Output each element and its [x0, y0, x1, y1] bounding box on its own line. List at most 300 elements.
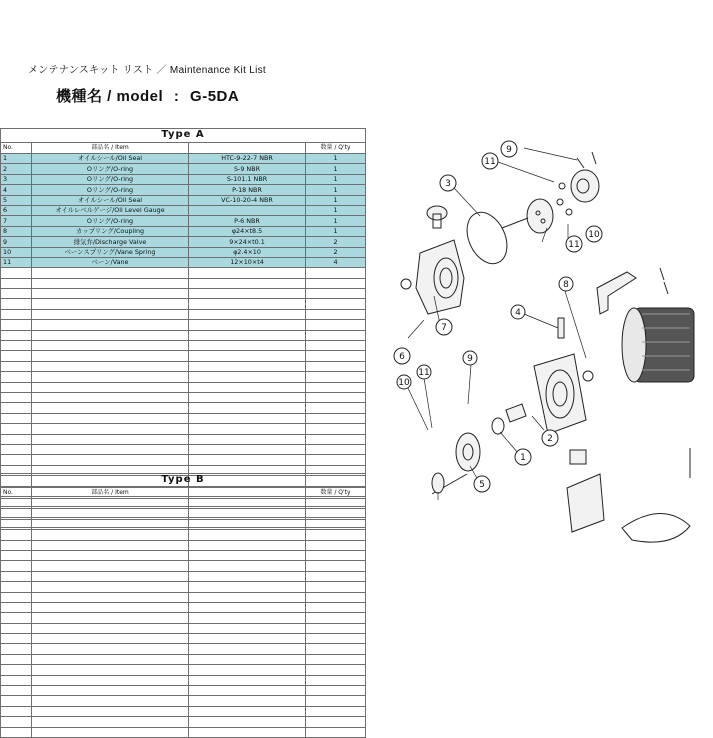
- row-spec: 12×10×t4: [189, 257, 306, 267]
- row-spec: P-18 NBR: [189, 185, 306, 195]
- empty-cell: [306, 592, 366, 602]
- empty-cell: [1, 455, 32, 465]
- empty-cell: [32, 571, 189, 581]
- empty-row: [1, 268, 366, 278]
- row-qty: 1: [306, 164, 366, 174]
- empty-cell: [189, 382, 306, 392]
- handle-part: [597, 268, 668, 314]
- empty-cell: [1, 571, 32, 581]
- empty-cell: [1, 434, 32, 444]
- empty-row: [1, 550, 366, 560]
- empty-row: [1, 602, 366, 612]
- empty-cell: [306, 424, 366, 434]
- empty-cell: [306, 623, 366, 633]
- row-no: 3: [1, 174, 32, 184]
- empty-cell: [1, 424, 32, 434]
- row-no: 9: [1, 237, 32, 247]
- empty-cell: [306, 351, 366, 361]
- callout-label: 11: [568, 240, 580, 250]
- empty-row: [1, 592, 366, 602]
- row-no: 7: [1, 216, 32, 226]
- o-ring-large-part: [459, 206, 514, 270]
- empty-cell: [189, 696, 306, 706]
- row-spec: VC-10-20-4 NBR: [189, 195, 306, 205]
- col-qty: 数量 / Q'ty: [306, 488, 366, 499]
- pump-body-part: [401, 240, 464, 314]
- empty-cell: [189, 623, 306, 633]
- empty-cell: [189, 289, 306, 299]
- callout-label: 11: [418, 368, 430, 378]
- exploded-view-diagram: [372, 128, 712, 558]
- row-item: ベーンスプリング/Vane Spring: [32, 247, 189, 257]
- row-item: Oリング/O-ring: [32, 174, 189, 184]
- empty-cell: [1, 582, 32, 592]
- empty-cell: [32, 509, 189, 519]
- row-qty: 4: [306, 257, 366, 267]
- empty-row: [1, 382, 366, 392]
- empty-cell: [189, 268, 306, 278]
- empty-cell: [306, 665, 366, 675]
- empty-cell: [306, 675, 366, 685]
- empty-cell: [32, 361, 189, 371]
- empty-cell: [1, 686, 32, 696]
- empty-cell: [189, 309, 306, 319]
- empty-cell: [306, 602, 366, 612]
- empty-row: [1, 299, 366, 309]
- empty-row: [1, 530, 366, 540]
- empty-row: [1, 706, 366, 716]
- empty-cell: [32, 696, 189, 706]
- valve-plate-part: [502, 199, 553, 233]
- empty-cell: [32, 644, 189, 654]
- row-no: 5: [1, 195, 32, 205]
- empty-cell: [306, 571, 366, 581]
- empty-cell: [306, 582, 366, 592]
- empty-cell: [189, 561, 306, 571]
- empty-cell: [32, 561, 189, 571]
- model-label: 機種名 / model: [56, 88, 164, 105]
- empty-cell: [32, 455, 189, 465]
- empty-cell: [189, 392, 306, 402]
- empty-cell: [189, 540, 306, 550]
- empty-row: [1, 424, 366, 434]
- empty-cell: [189, 413, 306, 423]
- empty-cell: [1, 727, 32, 737]
- table-row: [1, 174, 366, 184]
- empty-cell: [1, 613, 32, 623]
- empty-cell: [189, 519, 306, 529]
- col-spec: [189, 143, 306, 154]
- table-row: [1, 154, 366, 164]
- type-b-table: [0, 473, 366, 738]
- empty-cell: [189, 424, 306, 434]
- empty-cell: [1, 696, 32, 706]
- table-row: [1, 195, 366, 205]
- empty-row: [1, 644, 366, 654]
- empty-cell: [189, 602, 306, 612]
- empty-cell: [1, 530, 32, 540]
- callout-label: 9: [467, 354, 473, 364]
- empty-cell: [1, 592, 32, 602]
- empty-row: [1, 561, 366, 571]
- empty-cell: [189, 341, 306, 351]
- row-spec: φ24×t8.5: [189, 226, 306, 236]
- col-no: No.: [1, 143, 32, 154]
- empty-cell: [306, 530, 366, 540]
- empty-row: [1, 455, 366, 465]
- empty-cell: [1, 550, 32, 560]
- empty-cell: [189, 592, 306, 602]
- empty-cell: [189, 330, 306, 340]
- empty-cell: [189, 278, 306, 288]
- empty-cell: [306, 509, 366, 519]
- row-qty: 1: [306, 154, 366, 164]
- type-b-title: Type B: [1, 474, 366, 488]
- empty-cell: [189, 727, 306, 737]
- empty-cell: [1, 602, 32, 612]
- empty-cell: [306, 717, 366, 727]
- empty-cell: [189, 634, 306, 644]
- empty-cell: [189, 444, 306, 454]
- empty-row: [1, 665, 366, 675]
- empty-cell: [306, 561, 366, 571]
- callout-label: 8: [563, 280, 569, 290]
- row-qty: 1: [306, 216, 366, 226]
- empty-cell: [306, 330, 366, 340]
- empty-cell: [32, 330, 189, 340]
- empty-cell: [32, 665, 189, 675]
- empty-cell: [1, 330, 32, 340]
- empty-cell: [189, 299, 306, 309]
- empty-cell: [306, 499, 366, 509]
- empty-cell: [32, 717, 189, 727]
- row-qty: 1: [306, 195, 366, 205]
- table-row: [1, 216, 366, 226]
- table-row: [1, 257, 366, 267]
- type-a-table: [0, 128, 366, 528]
- empty-cell: [306, 309, 366, 319]
- row-no: 10: [1, 247, 32, 257]
- empty-cell: [306, 686, 366, 696]
- row-qty: 2: [306, 247, 366, 257]
- empty-cell: [1, 382, 32, 392]
- empty-row: [1, 320, 366, 330]
- kit-list-title: メンテナンスキット リスト ／ Maintenance Kit List: [28, 65, 266, 76]
- table-row: [1, 185, 366, 195]
- empty-row: [1, 309, 366, 319]
- empty-cell: [32, 351, 189, 361]
- empty-cell: [189, 361, 306, 371]
- empty-cell: [32, 634, 189, 644]
- empty-cell: [32, 706, 189, 716]
- empty-cell: [306, 540, 366, 550]
- empty-row: [1, 613, 366, 623]
- empty-cell: [32, 341, 189, 351]
- callout-label: 1: [520, 453, 526, 463]
- empty-cell: [306, 320, 366, 330]
- col-spec: [189, 488, 306, 499]
- empty-cell: [1, 665, 32, 675]
- row-no: 8: [1, 226, 32, 236]
- empty-cell: [32, 592, 189, 602]
- empty-cell: [189, 665, 306, 675]
- row-qty: 1: [306, 174, 366, 184]
- table-row: [1, 226, 366, 236]
- empty-cell: [1, 392, 32, 402]
- empty-cell: [306, 413, 366, 423]
- empty-cell: [306, 372, 366, 382]
- callout-label: 3: [445, 179, 451, 189]
- col-no: No.: [1, 488, 32, 499]
- empty-cell: [189, 686, 306, 696]
- empty-row: [1, 330, 366, 340]
- empty-cell: [1, 444, 32, 454]
- motor-part: [622, 308, 694, 382]
- empty-cell: [1, 499, 32, 509]
- empty-cell: [32, 434, 189, 444]
- row-qty: 1: [306, 226, 366, 236]
- empty-cell: [32, 540, 189, 550]
- empty-cell: [189, 717, 306, 727]
- empty-cell: [32, 278, 189, 288]
- empty-row: [1, 434, 366, 444]
- empty-cell: [306, 727, 366, 737]
- empty-cell: [1, 654, 32, 664]
- empty-cell: [32, 289, 189, 299]
- callout-label: 9: [506, 145, 512, 155]
- table-row: [1, 205, 366, 215]
- empty-cell: [189, 582, 306, 592]
- empty-cell: [189, 351, 306, 361]
- table-row: [1, 237, 366, 247]
- empty-cell: [1, 623, 32, 633]
- empty-cell: [32, 727, 189, 737]
- row-spec: φ2.4×10: [189, 247, 306, 257]
- empty-cell: [306, 289, 366, 299]
- empty-cell: [1, 351, 32, 361]
- empty-row: [1, 351, 366, 361]
- empty-cell: [1, 320, 32, 330]
- empty-cell: [1, 413, 32, 423]
- callout-label: 7: [441, 323, 447, 333]
- empty-cell: [306, 613, 366, 623]
- empty-cell: [306, 434, 366, 444]
- empty-cell: [306, 382, 366, 392]
- model-line: [56, 85, 245, 106]
- row-no: 11: [1, 257, 32, 267]
- empty-row: [1, 392, 366, 402]
- empty-row: [1, 361, 366, 371]
- empty-cell: [32, 299, 189, 309]
- empty-row: [1, 571, 366, 581]
- row-spec: S-9 NBR: [189, 164, 306, 174]
- empty-cell: [306, 706, 366, 716]
- empty-cell: [306, 341, 366, 351]
- model-separator: :: [173, 88, 180, 105]
- empty-cell: [189, 550, 306, 560]
- empty-cell: [1, 403, 32, 413]
- empty-cell: [32, 613, 189, 623]
- base-bracket-part: [567, 448, 690, 542]
- empty-cell: [1, 717, 32, 727]
- row-spec: [189, 205, 306, 215]
- empty-row: [1, 499, 366, 509]
- empty-row: [1, 727, 366, 737]
- empty-cell: [1, 675, 32, 685]
- empty-cell: [1, 268, 32, 278]
- empty-row: [1, 519, 366, 529]
- empty-cell: [306, 550, 366, 560]
- empty-row: [1, 444, 366, 454]
- row-spec: 9×24×t0.1: [189, 237, 306, 247]
- empty-row: [1, 675, 366, 685]
- empty-row: [1, 623, 366, 633]
- row-qty: 2: [306, 237, 366, 247]
- row-no: 6: [1, 205, 32, 215]
- row-item: Oリング/O-ring: [32, 185, 189, 195]
- empty-cell: [1, 372, 32, 382]
- empty-cell: [189, 403, 306, 413]
- empty-cell: [32, 403, 189, 413]
- empty-cell: [32, 320, 189, 330]
- row-qty: 1: [306, 185, 366, 195]
- row-no: 2: [1, 164, 32, 174]
- empty-cell: [32, 582, 189, 592]
- empty-cell: [306, 268, 366, 278]
- empty-row: [1, 509, 366, 519]
- empty-cell: [32, 372, 189, 382]
- empty-cell: [306, 361, 366, 371]
- callout-label: 10: [398, 378, 410, 388]
- empty-row: [1, 540, 366, 550]
- empty-cell: [189, 509, 306, 519]
- empty-row: [1, 696, 366, 706]
- empty-cell: [1, 540, 32, 550]
- center-housing-part: [534, 318, 593, 434]
- col-item: 部品名 / Item: [32, 488, 189, 499]
- row-item: オイルレベルゲージ/Oil Level Gauge: [32, 205, 189, 215]
- empty-cell: [306, 278, 366, 288]
- callout-label: 5: [479, 480, 485, 490]
- callout-label: 11: [484, 157, 496, 167]
- empty-row: [1, 289, 366, 299]
- empty-cell: [1, 309, 32, 319]
- row-item: オイルシール/Oil Seal: [32, 154, 189, 164]
- row-spec: S-101.1 NBR: [189, 174, 306, 184]
- empty-cell: [1, 634, 32, 644]
- empty-cell: [32, 530, 189, 540]
- empty-row: [1, 582, 366, 592]
- empty-row: [1, 278, 366, 288]
- table-row: [1, 164, 366, 174]
- row-item: 排気弁/Discharge Valve: [32, 237, 189, 247]
- empty-cell: [1, 561, 32, 571]
- empty-cell: [306, 444, 366, 454]
- empty-cell: [32, 424, 189, 434]
- empty-cell: [1, 299, 32, 309]
- empty-row: [1, 717, 366, 727]
- empty-cell: [306, 644, 366, 654]
- empty-cell: [32, 499, 189, 509]
- empty-cell: [1, 706, 32, 716]
- empty-cell: [189, 675, 306, 685]
- empty-cell: [1, 278, 32, 288]
- empty-cell: [32, 382, 189, 392]
- empty-cell: [32, 444, 189, 454]
- empty-cell: [32, 623, 189, 633]
- col-item: 部品名 / Item: [32, 143, 189, 154]
- empty-cell: [32, 675, 189, 685]
- empty-cell: [1, 644, 32, 654]
- callout-label: 6: [399, 352, 405, 362]
- row-no: 4: [1, 185, 32, 195]
- empty-cell: [189, 372, 306, 382]
- empty-cell: [189, 644, 306, 654]
- empty-row: [1, 634, 366, 644]
- row-no: 1: [1, 154, 32, 164]
- row-item: オイルシール/Oil Seal: [32, 195, 189, 205]
- empty-row: [1, 403, 366, 413]
- type-a-title: Type A: [1, 129, 366, 143]
- row-spec: P-6 NBR: [189, 216, 306, 226]
- row-item: カップリング/Coupling: [32, 226, 189, 236]
- row-spec: HTC-9-22-7 NBR: [189, 154, 306, 164]
- row-item: Oリング/O-ring: [32, 164, 189, 174]
- empty-cell: [306, 403, 366, 413]
- empty-row: [1, 686, 366, 696]
- empty-cell: [306, 634, 366, 644]
- empty-cell: [306, 299, 366, 309]
- empty-cell: [306, 519, 366, 529]
- rear-cover-part: [557, 152, 599, 215]
- callout-label: 2: [547, 434, 553, 444]
- empty-cell: [189, 613, 306, 623]
- empty-cell: [189, 530, 306, 540]
- empty-cell: [189, 706, 306, 716]
- empty-cell: [1, 289, 32, 299]
- empty-cell: [32, 602, 189, 612]
- empty-cell: [32, 413, 189, 423]
- empty-cell: [1, 509, 32, 519]
- callout-group: [394, 141, 602, 492]
- empty-cell: [189, 654, 306, 664]
- empty-cell: [32, 550, 189, 560]
- empty-row: [1, 341, 366, 351]
- empty-cell: [189, 455, 306, 465]
- empty-cell: [189, 434, 306, 444]
- empty-cell: [32, 309, 189, 319]
- empty-cell: [189, 499, 306, 509]
- empty-cell: [32, 686, 189, 696]
- empty-cell: [1, 519, 32, 529]
- empty-cell: [306, 654, 366, 664]
- callout-label: 4: [515, 308, 521, 318]
- empty-cell: [1, 361, 32, 371]
- empty-cell: [306, 696, 366, 706]
- callout-label: 10: [588, 230, 600, 240]
- empty-cell: [1, 341, 32, 351]
- col-qty: 数量 / Q'ty: [306, 143, 366, 154]
- empty-cell: [189, 571, 306, 581]
- empty-cell: [32, 654, 189, 664]
- row-item: ベーン/Vane: [32, 257, 189, 267]
- empty-cell: [32, 268, 189, 278]
- table-row: [1, 247, 366, 257]
- empty-cell: [306, 392, 366, 402]
- empty-row: [1, 372, 366, 382]
- model-value: G-5DA: [190, 88, 240, 105]
- row-qty: 1: [306, 205, 366, 215]
